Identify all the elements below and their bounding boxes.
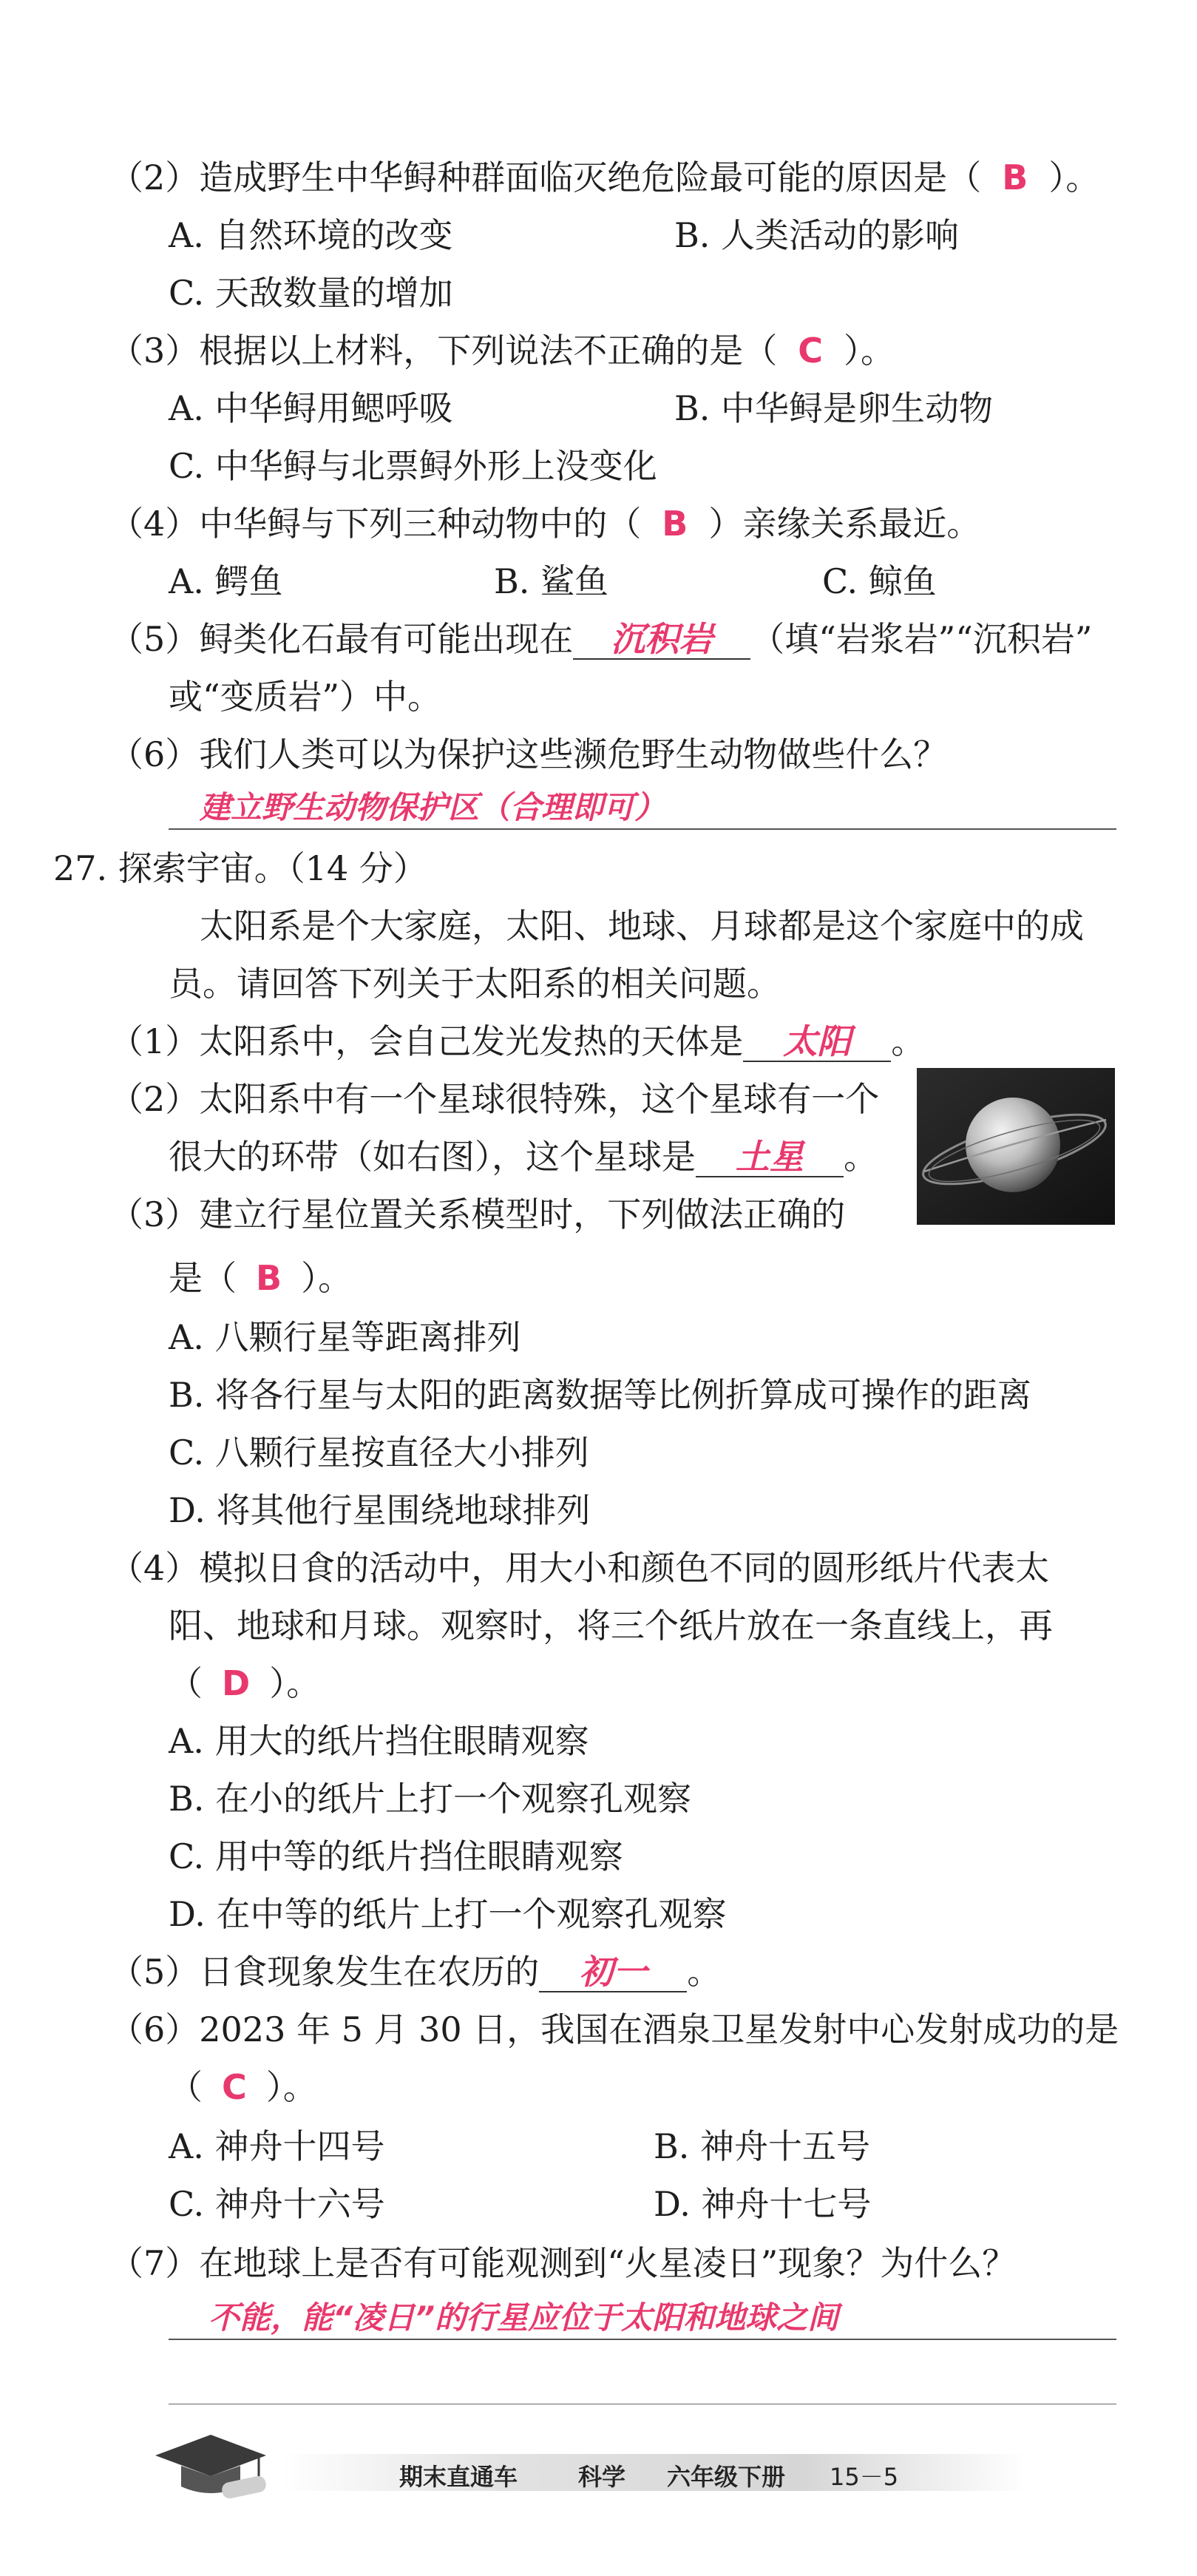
footer-grade: 六年级下册 bbox=[667, 2463, 786, 2491]
q27-p2-line1: （2）太阳系中有一个星球很特殊，这个星球有一个 bbox=[109, 1079, 880, 1119]
q26-p4-option-a: A. 鳄鱼 bbox=[169, 561, 283, 601]
q27-p5-stem: （5）日食现象发生在农历的 初一 。 bbox=[109, 1952, 722, 1992]
q27-p3-line1: （3）建立行星位置关系模型时，下列做法正确的 bbox=[109, 1194, 846, 1234]
q26-p5-answer: 沉积岩 bbox=[611, 619, 713, 659]
q27-p3-stem: 是（ B ）。 bbox=[169, 1258, 353, 1298]
answer-rule bbox=[169, 828, 1116, 830]
q27-p6-line1: （6）2023 年 5 月 30 日，我国在酒泉卫星发射中心发射成功的是 bbox=[109, 2009, 1119, 2049]
q27-p5-answer: 初一 bbox=[579, 1952, 648, 1992]
q26-p2-option-a: A. 自然环境的改变 bbox=[169, 215, 453, 255]
q27-p3-option-d: D. 将其他行星围绕地球排列 bbox=[169, 1490, 591, 1530]
q27-p7-question: （7）在地球上是否有可能观测到“火星凌日”现象？为什么？ bbox=[109, 2243, 1017, 2283]
q26-p2-answer: B bbox=[1002, 158, 1028, 197]
q27-p6-answer: C bbox=[222, 2067, 247, 2107]
q26-p3-option-a: A. 中华鲟用鳃呼吸 bbox=[169, 388, 453, 428]
q27-p6-option-c: C. 神舟十六号 bbox=[169, 2184, 385, 2224]
footer-page: 15－5 bbox=[830, 2463, 899, 2491]
q27-p2-line2: 很大的环带（如右图），这个星球是 土星 。 bbox=[169, 1137, 878, 1177]
q26-p6-answer: 建立野生动物保护区（合理即可） bbox=[200, 789, 666, 825]
q27-intro-line2: 员。请回答下列关于太阳系的相关问题。 bbox=[169, 964, 781, 1004]
q27-p6-stem: （ C ）。 bbox=[169, 2067, 317, 2107]
footer-book: 期末直通车 bbox=[399, 2463, 518, 2491]
q27-p6-option-d: D. 神舟十七号 bbox=[654, 2184, 872, 2224]
q27-p4-line1: （4）模拟日食的活动中，用大小和颜色不同的圆形纸片代表太 bbox=[109, 1548, 1050, 1588]
q27-intro-line1: 太阳系是个大家庭，太阳、地球、月球都是这个家庭中的成 bbox=[200, 906, 1084, 946]
q26-p3-option-c: C. 中华鲟与北票鲟外形上没变化 bbox=[169, 446, 657, 486]
graduation-cap-icon bbox=[148, 2426, 274, 2507]
q26-p3-answer: C bbox=[798, 331, 824, 371]
q27-p4-option-a: A. 用大的纸片挡住眼睛观察 bbox=[169, 1721, 589, 1761]
q27-p3-option-a: A. 八颗行星等距离排列 bbox=[169, 1317, 521, 1357]
q26-p2-stem: （2）造成野生中华鲟种群面临灭绝危险最可能的原因是（ B ）。 bbox=[109, 158, 1100, 197]
footer-band bbox=[281, 2454, 1028, 2491]
q26-p4-answer: B bbox=[662, 504, 688, 544]
q27-p3-answer: B bbox=[256, 1258, 282, 1298]
q27-p4-answer: D bbox=[222, 1663, 251, 1703]
q26-p6-question: （6）我们人类可以为保护这些濒危野生动物做些什么？ bbox=[109, 734, 948, 774]
q27-p2-answer: 土星 bbox=[736, 1137, 804, 1177]
q26-p4-option-c: C. 鲸鱼 bbox=[822, 561, 937, 601]
footer-subject: 科学 bbox=[578, 2463, 626, 2491]
q27-p3-option-b: B. 将各行星与太阳的距离数据等比例折算成可操作的距离 bbox=[169, 1375, 1032, 1415]
q27-p1-stem: （1）太阳系中，会自己发光发热的天体是 太阳 。 bbox=[109, 1021, 926, 1061]
q26-p4-option-b: B. 鲨鱼 bbox=[494, 561, 609, 601]
q26-p5-stem: （5）鲟类化石最有可能出现在 沉积岩 （填“岩浆岩”“沉积岩” bbox=[109, 619, 1093, 659]
q27-p4-option-b: B. 在小的纸片上打一个观察孔观察 bbox=[169, 1779, 692, 1819]
q27-p4-option-d: D. 在中等的纸片上打一个观察孔观察 bbox=[169, 1894, 727, 1934]
q27-p6-option-a: A. 神舟十四号 bbox=[169, 2126, 385, 2166]
q27-p3-option-c: C. 八颗行星按直径大小排列 bbox=[169, 1433, 589, 1473]
q26-p4-stem: （4）中华鲟与下列三种动物中的（ B ）亲缘关系最近。 bbox=[109, 504, 981, 544]
q26-p5-line2: 或“变质岩”）中。 bbox=[169, 677, 442, 717]
q27-title: 27. 探索宇宙。（14 分） bbox=[53, 848, 427, 888]
q26-p2-option-b: B. 人类活动的影响 bbox=[674, 215, 960, 255]
q26-p2-option-c: C. 天敌数量的增加 bbox=[169, 273, 453, 313]
q27-p4-stem: （ D ）。 bbox=[169, 1663, 321, 1703]
q27-p1-answer: 太阳 bbox=[783, 1021, 852, 1061]
saturn-image bbox=[917, 1068, 1115, 1225]
q27-p4-line2: 阳、地球和月球。观察时，将三个纸片放在一条直线上，再 bbox=[169, 1606, 1053, 1646]
answer-rule bbox=[169, 2339, 1116, 2340]
q27-p7-answer: 不能，能“凌日”的行星应位于太阳和地球之间 bbox=[208, 2299, 839, 2336]
q26-p3-option-b: B. 中华鲟是卵生动物 bbox=[674, 388, 994, 428]
q26-p3-stem: （3）根据以上材料，下列说法不正确的是（ C ）。 bbox=[109, 331, 895, 371]
q27-p6-option-b: B. 神舟十五号 bbox=[654, 2126, 871, 2166]
q27-p4-option-c: C. 用中等的纸片挡住眼睛观察 bbox=[169, 1836, 623, 1876]
